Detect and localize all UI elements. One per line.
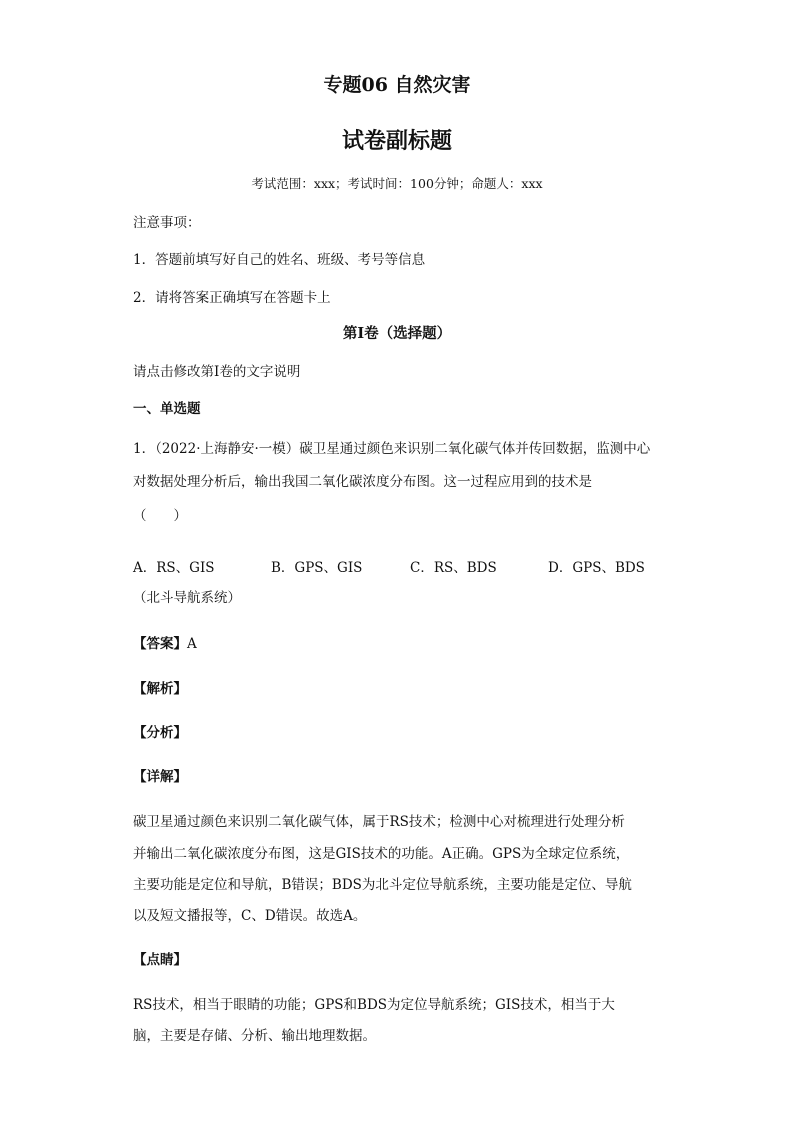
option-c: C．RS、BDS — [410, 560, 497, 576]
note-item: 2．请将答案正确填写在答题卡上 — [133, 290, 331, 306]
analysis-label: 【解析】 — [133, 681, 187, 697]
exam-meta: 考试范围：xxx；考试时间：100分钟；命题人：xxx — [251, 176, 543, 191]
detail-line: 以及短文播报等，C、D错误。故选A。 — [133, 908, 367, 924]
page-subtitle: 试卷副标题 — [341, 128, 452, 154]
detail-line: 碳卫星通过颜色来识别二氧化碳气体，属于RS技术；检测中心对梳理进行处理分析 — [133, 814, 625, 830]
answer-label: 【答案】 — [133, 636, 187, 652]
page-title: 专题06 自然灾害 — [323, 74, 471, 96]
answer-line — [133, 632, 197, 652]
question-stem-line: 对数据处理分析后，输出我国二氧化碳浓度分布图。这一过程应用到的技术是 — [133, 474, 592, 490]
point-line: 脑，主要是存储、分析、输出地理数据。 — [133, 1028, 376, 1044]
option-d: D．GPS、BDS — [548, 560, 645, 576]
notes-heading: 注意事项： — [133, 215, 201, 231]
detail-label: 【详解】 — [133, 769, 187, 785]
point-line: RS技术，相当于眼睛的功能；GPS和BDS为定位导航系统；GIS技术，相当于大 — [133, 997, 615, 1013]
part-heading: 一、单选题 — [133, 401, 201, 417]
fenxi-label: 【分析】 — [133, 725, 187, 741]
option-b: B．GPS、GIS — [271, 560, 363, 576]
answer-bracket: （ ） — [133, 508, 187, 524]
point-label: 【点睛】 — [133, 952, 187, 968]
detail-line: 主要功能是定位和导航，B错误；BDS为北斗定位导航系统，主要功能是定位、导航 — [133, 877, 632, 893]
detail-line: 并输出二氧化碳浓度分布图，这是GIS技术的功能。A正确。GPS为全球定位系统， — [133, 846, 630, 862]
section-description: 请点击修改第I卷的文字说明 — [133, 364, 301, 380]
note-item: 1．答题前填写好自己的姓名、班级、考号等信息 — [133, 252, 426, 268]
answer-value: A — [187, 636, 197, 652]
option-a: A．RS、GIS — [133, 560, 215, 576]
section-title: 第I卷（选择题） — [342, 325, 452, 342]
option-note: （北斗导航系统） — [133, 590, 241, 606]
question-stem-line: 1．（2022·上海静安·一模）碳卫星通过颜色来识别二氧化碳气体并传回数据，监测中心 — [133, 441, 651, 457]
